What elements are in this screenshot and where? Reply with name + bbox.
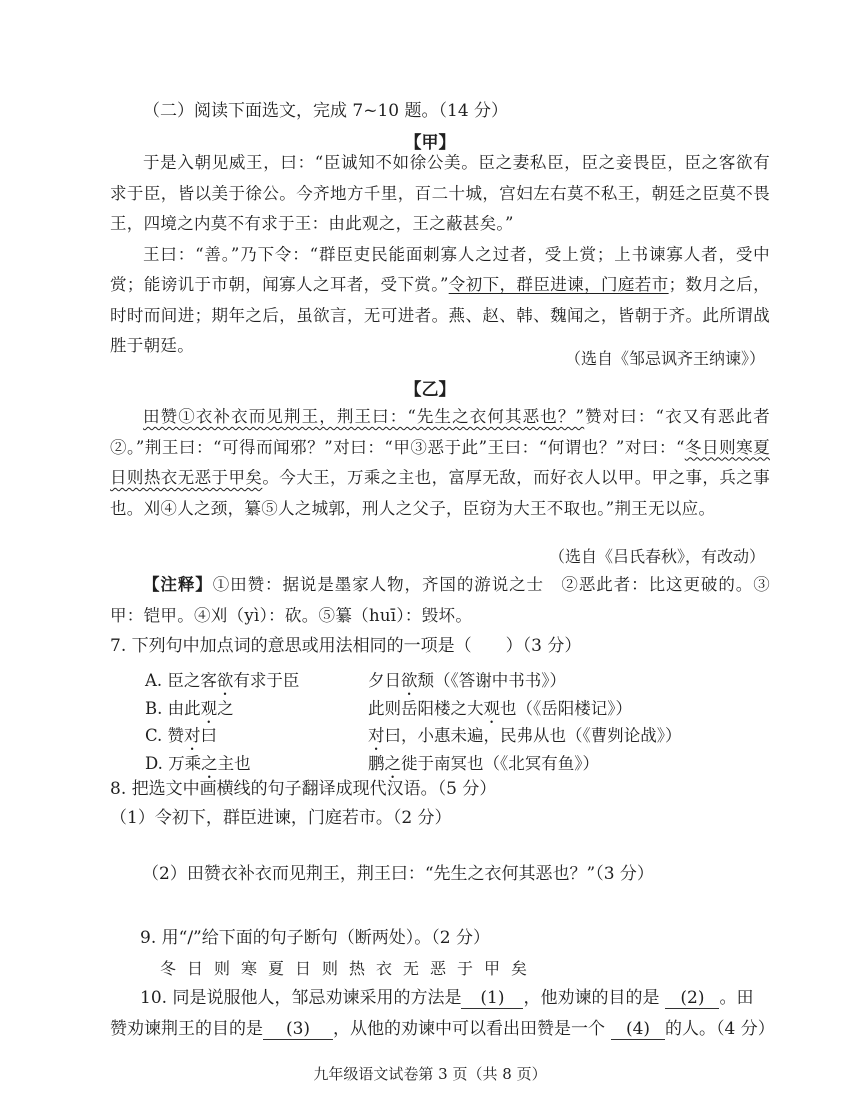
passage-jia: [110, 148, 770, 362]
jia-p2-text-b: ；数月之后，时时而间进；期年之后，虽欲言，无可进者。燕、赵、韩、魏闻之，皆朝于齐。此所谓战胜于朝廷。: [110, 275, 770, 355]
dotted-word: 之: [201, 754, 218, 773]
passage-yi-heading: 【乙】: [404, 380, 456, 400]
option-text: 颓（《答谢中书书》）: [417, 671, 566, 690]
q10-line-1: [140, 988, 753, 1009]
yi-underlined-sentence: 田赞①衣补衣而见荆王，荆王曰：“先生之衣何其恶也？”: [143, 407, 585, 426]
section-title: （二）阅读下面选文，完成 7~10 题。（14 分）: [143, 101, 509, 121]
dotted-word: 观: [200, 699, 218, 718]
option-text: 夕日: [368, 671, 401, 690]
jia-p2-text-a: 王曰：“善。”乃下令：“群臣吏民能面刺寡人之过者，受上赏；上书谏寡人者，受中赏；能谤讥于市朝，闻寡人之耳者，受下赏。”: [110, 244, 770, 294]
q10-text: ，从他的劝谏中可以看出田赞是一个: [333, 1019, 605, 1039]
q7-stem: 7. 下列句中加点词的意思或用法相同的一项是（ ）（3 分）: [110, 636, 582, 656]
yi-paragraph: [110, 402, 770, 524]
dotted-word: 欲: [401, 671, 418, 690]
dotted-word: 欲: [216, 671, 234, 690]
option-text: 臣之客: [167, 671, 217, 690]
q10-text: 10. 同是说服他人，邹忌劝谏采用的方法是: [140, 988, 462, 1008]
dotted-word: 之: [384, 754, 401, 773]
option-text: 曰: [200, 726, 218, 745]
yi-text-a: 赞对曰：“衣又有恶此者②。”荆王曰：“可得而闻邪？”对曰：“甲③恶于此”王曰：“何谓也？”对曰：“: [110, 407, 770, 457]
q8-sentence-1: （1）令初下，群臣进谏，门庭若市。（2 分）: [110, 808, 452, 828]
q7-option-d-left: [145, 750, 251, 782]
option-text: 有求于臣: [233, 671, 300, 690]
q10-line-2: [110, 1019, 775, 1040]
notes: [110, 570, 770, 631]
passage-yi: [110, 402, 770, 524]
notes-label: 【注释】: [143, 575, 213, 594]
dotted-word: 对: [184, 726, 201, 745]
option-text: 之: [217, 699, 234, 718]
q9-sentence: 冬日则寒夏日则热衣无恶于甲矣: [160, 959, 539, 978]
option-text: 由此: [167, 699, 201, 718]
answer-blank-3[interactable]: (3): [263, 1019, 333, 1040]
option-text: 赞: [167, 726, 185, 745]
q7-option-d-right: [368, 750, 599, 782]
jia-underlined-sentence: 令初下，群臣进谏，门庭若市: [448, 275, 669, 294]
yi-source: （选自《吕氏春秋》，有改动）: [548, 547, 765, 566]
q10-text: 的人。（4 分）: [665, 1019, 775, 1039]
option-text: 主也: [217, 754, 251, 773]
page-footer: 九年级语文试卷第 3 页（共 8 页）: [313, 1065, 547, 1083]
yi-wavy-sentence: 冬日则寒夏日则热衣无恶于甲矣: [110, 437, 770, 487]
option-label: D.: [145, 754, 163, 773]
answer-blank-1[interactable]: (1): [461, 988, 523, 1009]
answer-blank-2[interactable]: (2): [665, 988, 719, 1009]
q10-text: 。田: [719, 988, 754, 1008]
q10-text: ，他劝谏的目的是: [523, 988, 660, 1008]
dotted-word: 对: [368, 726, 385, 745]
option-text: 曰，小惠未遍，民弗从也（《曹刿论战》）: [384, 726, 682, 745]
q8-sentence-2: （2）田赞衣补衣而见荆王，荆王曰：“先生之衣何其恶也？”（3 分）: [142, 864, 654, 884]
dotted-word: 观: [483, 699, 500, 718]
option-text: 此则岳阳楼之大: [368, 699, 484, 718]
notes-text: ①田赞：据说是墨家人物，齐国的游说之士 ②恶此者：比这更破的。③甲：铠甲。④刈（yì）：砍。⑤纂（huī）：毁坏。: [110, 575, 771, 625]
q10-text: 赞劝谏荆王的目的是: [110, 1019, 263, 1039]
option-text: 也（《岳阳楼记》）: [500, 699, 632, 718]
option-text: 鹏: [368, 754, 385, 773]
q8-stem: 8. 把选文中画横线的句子翻译成现代汉语。（5 分）: [110, 779, 497, 799]
option-text: 徙于南冥也（《北冥有鱼》）: [401, 754, 599, 773]
option-text: 万乘: [168, 754, 202, 773]
option-label: C.: [145, 726, 163, 745]
yi-text-b: 。今大王，万乘之主也，富厚无敌，而好衣人以甲。甲之事，兵之事也。刈④人之颈，纂⑤人之城郭，刑人之父子，臣窃为大王不取也。”荆王无以应。: [110, 468, 771, 518]
jia-paragraph-2: [110, 240, 770, 362]
jia-source: （选自《邹忌讽齐王纳谏》）: [564, 349, 765, 368]
notes-paragraph: [110, 570, 770, 631]
passage-jia-heading: 【甲】: [404, 133, 456, 153]
jia-paragraph-1: 于是入朝见威王，曰：“臣诚知不如徐公美。臣之妻私臣，臣之妾畏臣，臣之客欲有求于臣，皆以美于徐公。今齐地方千里，百二十城，宫妇左右莫不私王，朝廷之臣莫不畏王，四境之内莫不有求于王：由此观之，王之蔽甚矣。”: [110, 153, 770, 233]
option-label: A.: [145, 671, 163, 690]
q9-stem: 9. 用“/”给下面的句子断句（断两处）。（2 分）: [140, 928, 490, 948]
option-label: B.: [145, 699, 163, 718]
answer-blank-4[interactable]: (4): [611, 1019, 665, 1040]
